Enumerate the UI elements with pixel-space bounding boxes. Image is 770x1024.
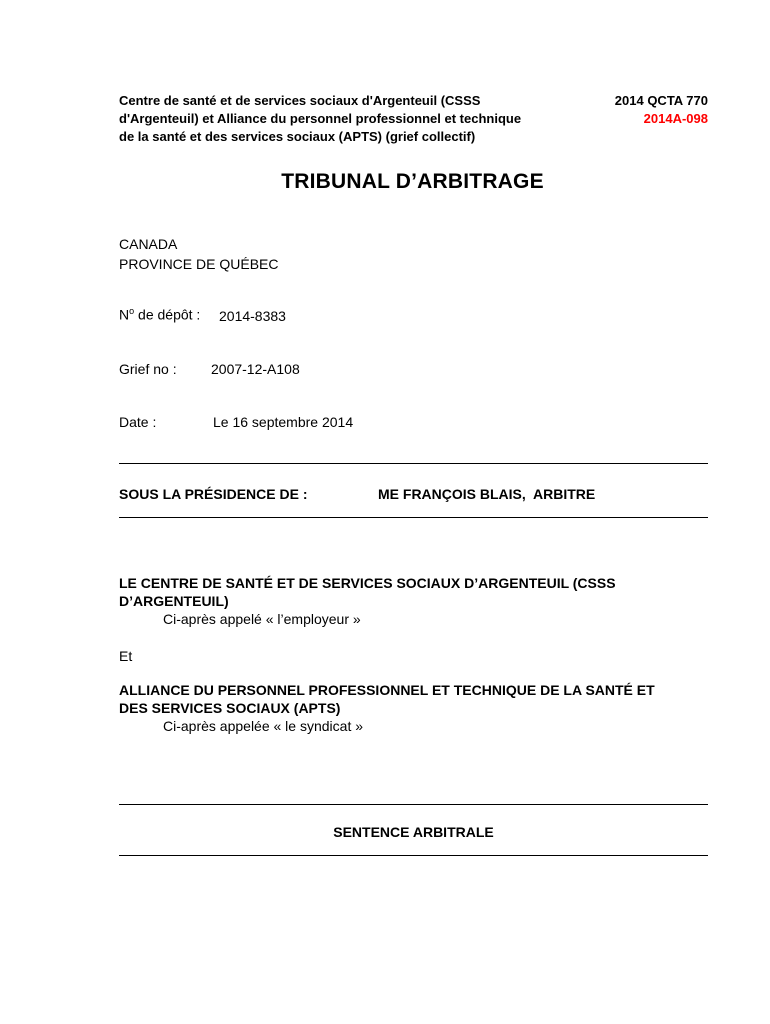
grief-value: 2007-12-A108 — [211, 361, 300, 377]
depot-value: 2014-8383 — [219, 308, 286, 324]
depot-label — [119, 306, 200, 323]
province: PROVINCE DE QUÉBEC — [119, 256, 279, 272]
connector-et: Et — [119, 648, 133, 664]
case-reference-block — [560, 92, 708, 128]
date-label: Date : — [119, 414, 157, 430]
divider-top — [119, 463, 708, 464]
union-alias: Ci-après appelée « le syndicat » — [163, 718, 364, 734]
employer-line-2: D’ARGENTEUIL) — [119, 593, 229, 609]
depot-label-suffix: de dépôt : — [134, 306, 201, 323]
country: CANADA — [119, 236, 178, 252]
case-parties-line-1: Centre de santé et de services sociaux d'Argenteuil (CSSS — [119, 93, 481, 108]
depot-label-prefix: N — [119, 306, 130, 323]
divider-decision-bottom — [119, 855, 708, 856]
citation: 2014 QCTA 770 — [614, 93, 708, 108]
case-parties-header — [119, 92, 569, 146]
jurisdiction — [119, 234, 278, 274]
case-parties-line-2: d'Argenteuil) et Alliance du personnel professionnel et technique — [119, 111, 522, 126]
decision-title: SENTENCE ARBITRALE — [333, 824, 494, 840]
union-name — [119, 681, 719, 717]
employer-line-1: LE CENTRE DE SANTÉ ET DE SERVICES SOCIAUX D’ARGENTEUIL (CSSS — [119, 575, 616, 591]
union-line-2: DES SERVICES SOCIAUX (APTS) — [119, 700, 341, 716]
presidence-label: SOUS LA PRÉSIDENCE DE : — [119, 486, 308, 502]
divider-presidence — [119, 517, 708, 518]
employer-alias: Ci-après appelé « l’employeur » — [163, 611, 361, 627]
depot-label-sup: o — [129, 306, 135, 316]
grief-label: Grief no : — [119, 361, 177, 377]
union-line-1: ALLIANCE DU PERSONNEL PROFESSIONNEL ET TECHNIQUE DE LA SANTÉ ET — [119, 682, 655, 698]
case-parties-line-3: de la santé et des services sociaux (APTS) (grief collectif) — [119, 129, 476, 144]
page-title: TRIBUNAL D’ARBITRAGE — [281, 170, 544, 193]
date-value: Le 16 septembre 2014 — [213, 414, 354, 430]
reference-number: 2014A-098 — [643, 111, 708, 126]
divider-decision-top — [119, 804, 708, 805]
employer-name — [119, 574, 719, 610]
arbitrator-name: ME FRANÇOIS BLAIS, ARBITRE — [378, 486, 596, 502]
